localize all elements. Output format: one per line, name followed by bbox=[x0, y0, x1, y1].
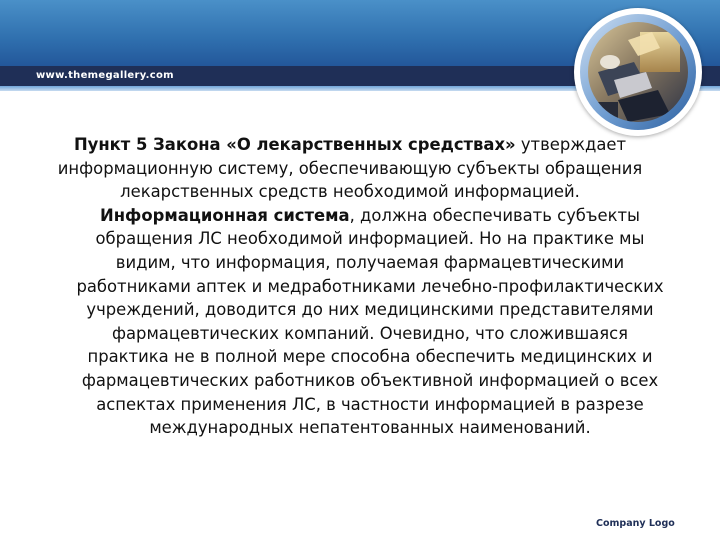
paragraph-1-text: утверждает информационную систему, обеспечивающую субъекты обращения лекарственных средств необходимой информацией. bbox=[57, 135, 643, 202]
information-system-term: Информационная система bbox=[100, 205, 350, 225]
paragraph-2-text: , должна обеспечивать субъекты обращения ЛС необходимой информацией. Но на практике мы видим, что информация, получаемая фармацевтическими работниками аптек и медработниками лечебно-профилактических учреждений, доводится до них медицинскими представителями фармацевтических компаний. Очевидно, что сложившаяся практика не в полной мере способна обеспечить медицинских и фармацевтических работников объективной информацией о всех аспектах применения ЛС, в частности информацией в разрезе международных непатентованных наименований. bbox=[76, 205, 664, 438]
main-text-block bbox=[30, 133, 670, 440]
company-logo-text: Company Logo bbox=[596, 518, 675, 529]
website-url: www.themegallery.com bbox=[36, 70, 174, 81]
paragraph-2 bbox=[30, 204, 670, 440]
header-photo-badge bbox=[574, 8, 702, 136]
business-photo-image bbox=[588, 22, 688, 122]
law-reference: Пункт 5 Закона «О лекарственных средствах» bbox=[73, 135, 516, 154]
paragraph-1 bbox=[30, 133, 670, 204]
